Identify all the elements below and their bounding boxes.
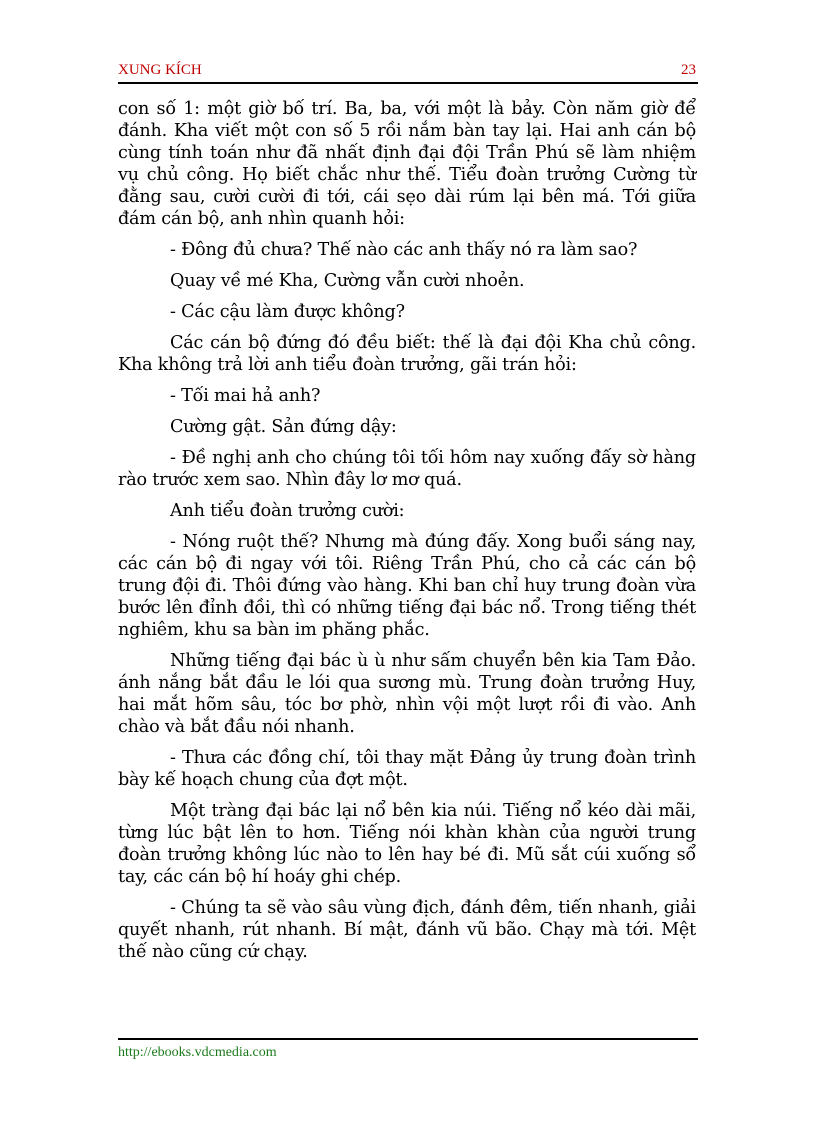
paragraph: - Nóng ruột thế? Nhưng mà đúng đấy. Xong buổi sáng nay, các cán bộ đi ngay với tôi. Riêng Trần Phú, cho cả các cán bộ trung đội đi. Thôi đứng vào hàng. Khi ban chỉ huy trung đoàn vừa bước lên đỉnh đồi, thì có những tiếng đại bác nổ. Trong tiếng thét nghiêm, khu sa bàn im phăng phắc. xyxy=(118,532,696,640)
paragraph: - Chúng ta sẽ vào sâu vùng địch, đánh đêm, tiến nhanh, giải quyết nhanh, rút nhanh. Bí mật, đánh vũ bão. Chạy mà tới. Mệt thế nào cũng cứ chạy. xyxy=(118,898,696,962)
paragraph: Anh tiểu đoàn trưởng cười: xyxy=(170,501,405,521)
page-header xyxy=(118,62,696,79)
paragraph: con số 1: một giờ bố trí. Ba, ba, với một là bảy. Còn năm giờ để đánh. Kha viết một con số 5 rồi nắm bàn tay lại. Hai anh cán bộ cùng tính toán như đã nhất định đại đội Trần Phú sẽ làm nhiệm vụ chủ công. Họ biết chắc như thế. Tiểu đoàn trưởng Cường từ đằng sau, cười cười đi tới, cái sẹo dài rúm lại bên má. Tới giữa đám cán bộ, anh nhìn quanh hỏi: xyxy=(118,99,696,229)
paragraph: - Đề nghị anh cho chúng tôi tối hôm nay xuống đấy sờ hàng rào trước xem sao. Nhìn đây lơ mơ quá. xyxy=(118,448,696,490)
footer-divider xyxy=(118,1038,698,1040)
book-title: XUNG KÍCH xyxy=(118,62,202,78)
paragraph: - Các cậu làm được không? xyxy=(170,302,405,322)
paragraph: - Đông đủ chưa? Thế nào các anh thấy nó ra làm sao? xyxy=(170,240,638,260)
paragraph: - Tối mai hả anh? xyxy=(170,386,321,406)
body-text xyxy=(118,98,696,972)
paragraph: - Thưa các đồng chí, tôi thay mặt Đảng ủy trung đoàn trình bày kế hoạch chung của đợt một. xyxy=(118,748,696,790)
paragraph: Quay về mé Kha, Cường vẫn cười nhoẻn. xyxy=(170,271,525,291)
paragraph: Một tràng đại bác lại nổ bên kia núi. Tiếng nổ kéo dài mãi, từng lúc bật lên to hơn. Tiếng nói khàn khàn của người trung đoàn trưởng không lúc nào to lên hay bé đi. Mũ sắt cúi xuống sổ tay, các cán bộ hí hoáy ghi chép. xyxy=(118,801,696,887)
header-divider xyxy=(118,82,698,84)
paragraph: Cường gật. Sản đứng dậy: xyxy=(170,417,397,437)
page-number: 23 xyxy=(681,62,696,78)
footer-link[interactable]: http://ebooks.vdcmedia.com xyxy=(118,1045,277,1060)
paragraph: Những tiếng đại bác ù ù như sấm chuyển bên kia Tam Đảo. ánh nắng bắt đầu le lói qua sương mù. Trung đoàn trưởng Huy, hai mắt hõm sâu, tóc bơ phờ, nhìn vội một lượt rồi đi vào. Anh chào và bắt đầu nói nhanh. xyxy=(118,651,696,737)
paragraph: Các cán bộ đứng đó đều biết: thế là đại đội Kha chủ công. Kha không trả lời anh tiểu đoàn trưởng, gãi trán hỏi: xyxy=(118,333,696,375)
